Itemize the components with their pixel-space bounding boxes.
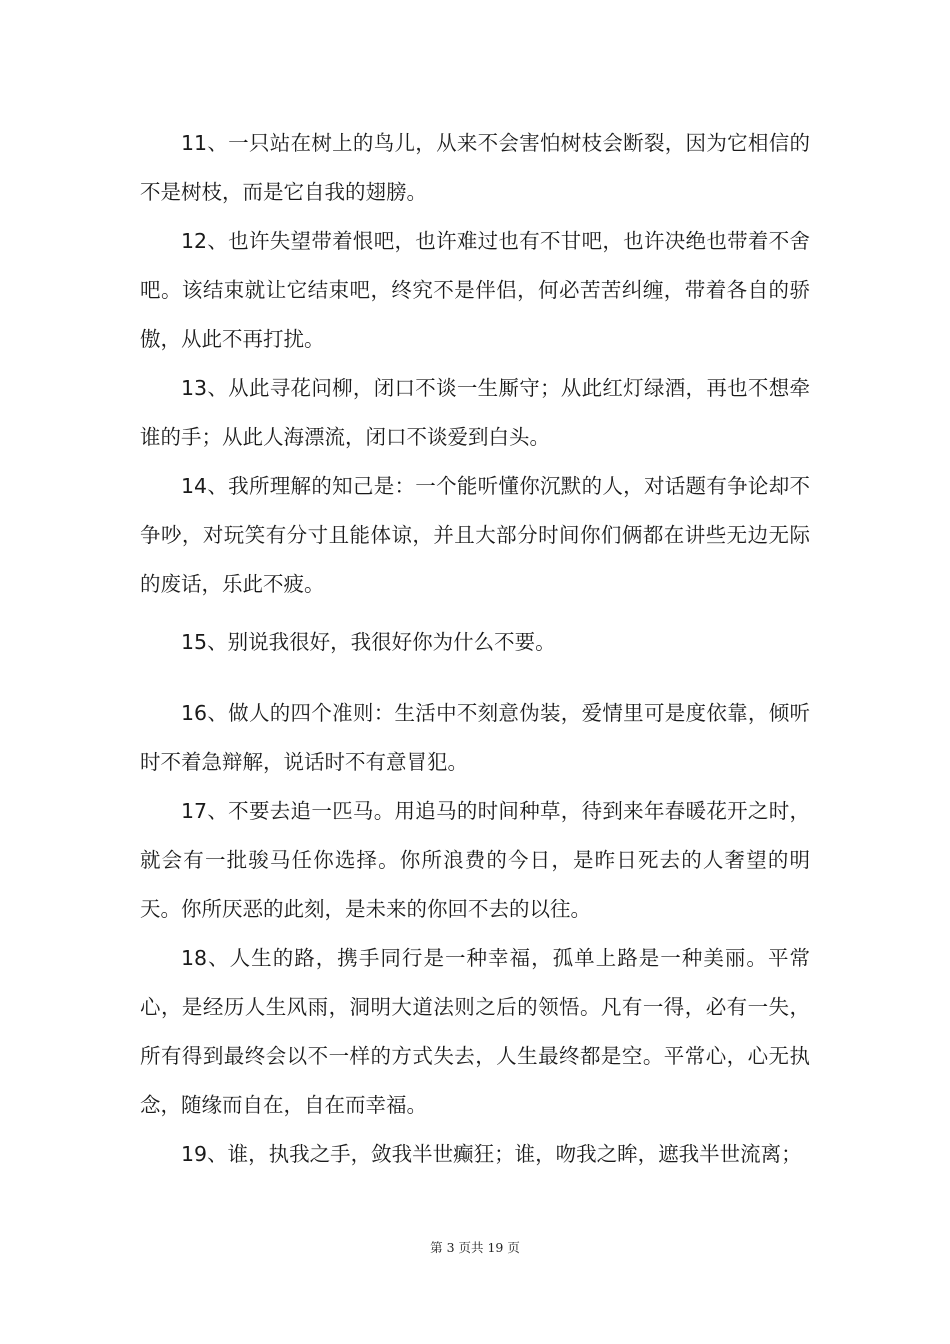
paragraph-18: 18、人生的路，携手同行是一种幸福，孤单上路是一种美丽。平常心，是经历人生风雨，洞明大道法则之后的领悟。凡有一得，必有一失，所有得到最终会以不一样的方式失去，人生最终都是空。平常心，心无执念，随缘而自在，自在而幸福。 [140,946,810,1117]
page-number-footer: 第 3 页共 19 页 [430,1240,520,1255]
paragraph-13: 13、从此寻花问柳，闭口不谈一生厮守；从此红灯绿酒，再也不想牵谁的手；从此人海漂流，闭口不谈爱到白头。 [140,376,810,449]
paragraph-19: 19、谁，执我之手，敛我半世癫狂；谁，吻我之眸，遮我半世流离； [181,1142,802,1166]
paragraph-12: 12、也许失望带着恨吧，也许难过也有不甘吧，也许决绝也带着不舍吧。该结束就让它结束吧，终究不是伴侣，何必苦苦纠缠，带着各自的骄傲，从此不再打扰。 [140,229,810,351]
paragraph-15: 15、别说我很好，我很好你为什么不要。 [181,630,556,654]
paragraph-16: 16、做人的四个准则：生活中不刻意伪装，爱情里可是度依靠，倾听时不着急辩解，说话时不有意冒犯。 [140,701,810,774]
paragraph-11: 11、一只站在树上的鸟儿，从来不会害怕树枝会断裂，因为它相信的不是树枝，而是它自我的翅膀。 [140,131,810,204]
paragraph-17: 17、不要去追一匹马。用追马的时间种草，待到来年春暖花开之时，就会有一批骏马任你选择。你所浪费的今日，是昨日死去的人奢望的明天。你所厌恶的此刻，是未来的你回不去的以往。 [140,799,810,921]
document-body [140,119,810,1179]
paragraph-14: 14、我所理解的知己是：一个能听懂你沉默的人，对话题有争论却不争吵，对玩笑有分寸且能体谅，并且大部分时间你们俩都在讲些无边无际的废话，乐此不疲。 [140,474,810,596]
